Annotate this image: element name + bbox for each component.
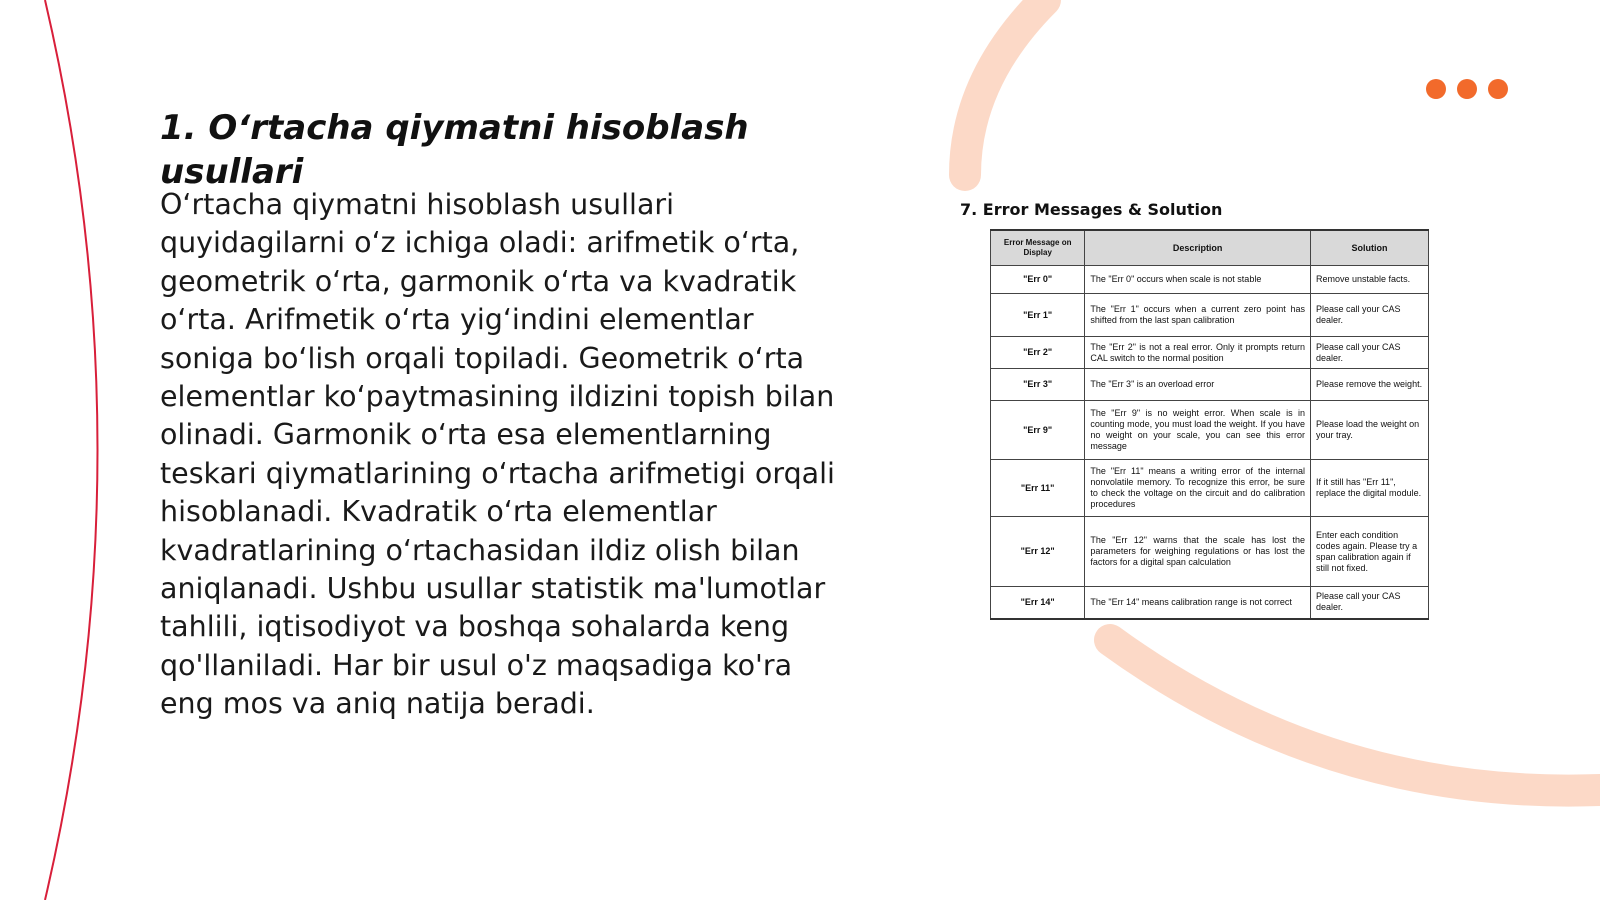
header-description: Description	[1085, 230, 1311, 266]
bottom-arc-shape	[1110, 640, 1600, 791]
table-row	[991, 294, 1429, 337]
description-cell: The "Err 3" is an overload error	[1085, 369, 1311, 401]
solution-cell: Please call your CAS dealer.	[1311, 337, 1429, 369]
description-cell: The "Err 9" is no weight error. When scale is in counting mode, you must load the weight. If you have no weight on your scale, you can see this error message	[1085, 401, 1311, 460]
table-row	[991, 587, 1429, 619]
error-code-cell: "Err 9"	[991, 401, 1085, 460]
table-row	[991, 460, 1429, 517]
description-cell: The "Err 0" occurs when scale is not stable	[1085, 266, 1311, 294]
error-messages-table	[990, 229, 1429, 620]
solution-cell: Please call your CAS dealer.	[1311, 294, 1429, 337]
table-row	[991, 369, 1429, 401]
header-solution: Solution	[1311, 230, 1429, 266]
description-cell: The "Err 2" is not a real error. Only it prompts return CAL switch to the normal position	[1085, 337, 1311, 369]
error-code-cell: "Err 14"	[991, 587, 1085, 619]
header-error-message: Error Message on Display	[991, 230, 1085, 266]
description-cell: The "Err 1" occurs when a current zero point has shifted from the last span calibration	[1085, 294, 1311, 337]
dot-icon	[1457, 79, 1477, 99]
solution-cell: Please load the weight on your tray.	[1311, 401, 1429, 460]
table-row	[991, 337, 1429, 369]
solution-cell: Please remove the weight.	[1311, 369, 1429, 401]
left-curve-line	[45, 0, 98, 900]
figure-title: 7. Error Messages & Solution	[960, 200, 1223, 219]
solution-cell: Please call your CAS dealer.	[1311, 587, 1429, 619]
top-arc-shape	[965, 0, 1045, 175]
error-code-cell: "Err 0"	[991, 266, 1085, 294]
solution-cell: Enter each condition codes again. Please try a span calibration again if still not fixed.	[1311, 517, 1429, 587]
error-code-cell: "Err 12"	[991, 517, 1085, 587]
table-row	[991, 517, 1429, 587]
table-row	[991, 401, 1429, 460]
solution-cell: Remove unstable facts.	[1311, 266, 1429, 294]
error-code-cell: "Err 3"	[991, 369, 1085, 401]
description-cell: The "Err 14" means calibration range is not correct	[1085, 587, 1311, 619]
error-code-cell: "Err 2"	[991, 337, 1085, 369]
error-code-cell: "Err 1"	[991, 294, 1085, 337]
solution-cell: If it still has "Err 11", replace the digital module.	[1311, 460, 1429, 517]
description-cell: The "Err 11" means a writing error of the internal nonvolatile memory. To recognize this error, be sure to check the voltage on the circuit and do calibration procedures	[1085, 460, 1311, 517]
table-row	[991, 266, 1429, 294]
error-code-cell: "Err 11"	[991, 460, 1085, 517]
menu-dots	[1426, 79, 1508, 99]
description-cell: The "Err 12" warns that the scale has lost the parameters for weighing regulations or has lost the factors for a digital span calculation	[1085, 517, 1311, 587]
table-header-row	[991, 230, 1429, 266]
dot-icon	[1426, 79, 1446, 99]
dot-icon	[1488, 79, 1508, 99]
slide-body-text: O‘rtacha qiymatni hisoblash usullari quyidagilarni o‘z ichiga oladi: arifmetik o‘rta, geometrik o‘rta, garmonik o‘rta va kvadratik o‘rta. Arifmetik o‘rta yig‘indini elementlar soniga bo‘lish orqali topiladi. Geometrik o‘rta elementlar ko‘paytmasining ildizini topish bilan olinadi. Garmonik o‘rta esa elementlarning teskari qiymatlarining o‘rtacha arifmetigi orqali hisoblanadi. Kvadratik o‘rta elementlar kvadratlarining o‘rtachasidan ildiz olish bilan aniqlanadi. Ushbu usullar statistik ma'lumotlar tahlili, iqtisodiyot va boshqa sohalarda keng qo'llaniladi. Har bir usul o'z maqsadiga ko'ra eng mos va aniq natija beradi.	[160, 188, 835, 721]
slide-title: 1. O‘rtacha qiymatni hisoblash usullari	[160, 108, 749, 192]
